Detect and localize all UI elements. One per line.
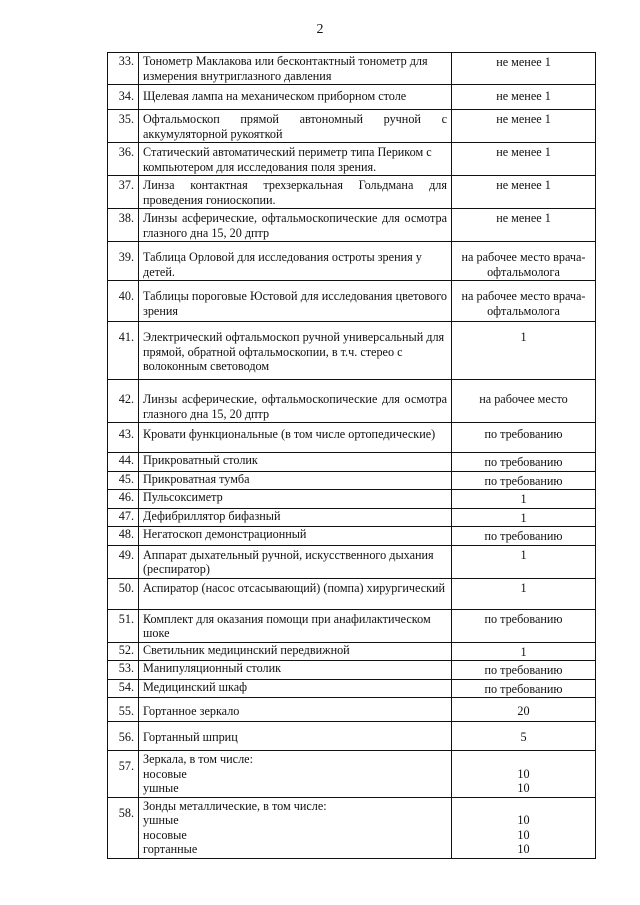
- table-row-38: [108, 209, 596, 242]
- row-name: Линзы асферические, офтальмоскопические для осмотра глазного дна 15, 20 дптр: [139, 209, 452, 242]
- row-quantity: по требованию: [452, 453, 596, 472]
- row-quantity: на рабочее место врача-офтальмолога: [452, 242, 596, 281]
- row-quantity: по требованию: [452, 471, 596, 490]
- table-row-54: [108, 679, 596, 698]
- row-number: 44.: [108, 453, 139, 472]
- row-name: Аспиратор (насос отсасывающий) (помпа) хирургический: [139, 578, 452, 609]
- row-quantity: на рабочее место: [452, 380, 596, 423]
- row-quantity: 1: [452, 490, 596, 509]
- table-row-49: [108, 545, 596, 578]
- row-name: Тонометр Маклакова или бесконтактный тонометр для измерения внутриглазного давления: [139, 53, 452, 85]
- row-quantity: 1: [452, 508, 596, 527]
- equipment-table: [107, 52, 596, 859]
- row-quantity: 1: [452, 545, 596, 578]
- row-name: Кровати функциональные (в том числе ортопедические): [139, 423, 452, 453]
- table-row-35: [108, 110, 596, 143]
- row-number: 50.: [108, 578, 139, 609]
- row-name: Прикроватная тумба: [139, 471, 452, 490]
- table-row-37: [108, 176, 596, 209]
- sub-item-quantity: 10: [517, 842, 530, 856]
- row-number: 55.: [108, 698, 139, 722]
- table-row-34: [108, 85, 596, 110]
- sub-item-name: носовые: [143, 766, 187, 781]
- row-name: Медицинский шкаф: [139, 679, 452, 698]
- row-number: 54.: [108, 679, 139, 698]
- table-row-46: [108, 490, 596, 509]
- row-name: Прикроватный столик: [139, 453, 452, 472]
- equipment-table-body: [108, 53, 596, 859]
- row-number: 43.: [108, 423, 139, 453]
- row-number: 56.: [108, 722, 139, 751]
- row-number: 46.: [108, 490, 139, 509]
- row-name: Пульсоксиметр: [139, 490, 452, 509]
- row-quantity: по требованию: [452, 609, 596, 642]
- row-quantity: 5: [452, 722, 596, 751]
- row-title: Зонды металлические, в том числе:: [143, 798, 327, 813]
- row-quantity: 1: [452, 642, 596, 661]
- row-title: Зеркала, в том числе:: [143, 752, 253, 766]
- row-quantity: 20: [452, 698, 596, 722]
- row-number: 53.: [108, 661, 139, 680]
- row-quantity: [452, 751, 596, 798]
- row-name: Манипуляционный столик: [139, 661, 452, 680]
- row-number: 42.: [108, 380, 139, 423]
- row-quantity: не менее 1: [452, 209, 596, 242]
- sub-item-name: носовые: [143, 827, 187, 842]
- row-number: 57.: [108, 751, 139, 798]
- row-quantity: по требованию: [452, 527, 596, 546]
- table-row-50: [108, 578, 596, 609]
- table-row-40: [108, 281, 596, 322]
- row-number: 36.: [108, 143, 139, 176]
- table-row-45: [108, 471, 596, 490]
- row-quantity: по требованию: [452, 679, 596, 698]
- table-row-42: [108, 380, 596, 423]
- sub-item-name: ушные: [143, 813, 179, 827]
- sub-item-quantity: 10: [517, 827, 530, 842]
- table-row-57: [108, 751, 596, 798]
- row-name: [139, 751, 452, 798]
- row-name: Статический автоматический периметр типа Периком с компьютером для исследования поля зрения.: [139, 143, 452, 176]
- row-name: Таблица Орловой для исследования остроты зрения у детей.: [139, 242, 452, 281]
- table-row-52: [108, 642, 596, 661]
- table-row-36: [108, 143, 596, 176]
- row-number: 37.: [108, 176, 139, 209]
- row-name: Дефибриллятор бифазный: [139, 508, 452, 527]
- row-quantity: по требованию: [452, 423, 596, 453]
- table-row-55: [108, 698, 596, 722]
- row-number: 33.: [108, 53, 139, 85]
- sub-item-name: ушные: [143, 781, 179, 795]
- row-name: Негатоскоп демонстрационный: [139, 527, 452, 546]
- sub-item-quantity: 10: [517, 766, 530, 781]
- row-quantity: не менее 1: [452, 143, 596, 176]
- row-quantity: 1: [452, 322, 596, 380]
- table-row-44: [108, 453, 596, 472]
- row-name: Линзы асферические, офтальмоскопические для осмотра глазного дна 15, 20 дптр: [139, 380, 452, 423]
- table-row-56: [108, 722, 596, 751]
- row-quantity: [452, 797, 596, 858]
- row-name: Комплект для оказания помощи при анафилактическом шоке: [139, 609, 452, 642]
- table-row-58: [108, 797, 596, 858]
- row-number: 47.: [108, 508, 139, 527]
- row-number: 58.: [108, 797, 139, 858]
- row-number: 34.: [108, 85, 139, 110]
- row-number: 35.: [108, 110, 139, 143]
- sub-item-quantity: 10: [517, 781, 530, 795]
- row-name: Гортанный шприц: [139, 722, 452, 751]
- row-name: Светильник медицинский передвижной: [139, 642, 452, 661]
- row-number: 39.: [108, 242, 139, 281]
- row-quantity: не менее 1: [452, 176, 596, 209]
- row-name: Линза контактная трехзеркальная Гольдмана для проведения гониоскопии.: [139, 176, 452, 209]
- table-row-47: [108, 508, 596, 527]
- table-row-53: [108, 661, 596, 680]
- row-number: 41.: [108, 322, 139, 380]
- row-name: Щелевая лампа на механическом приборном столе: [139, 85, 452, 110]
- table-row-33: [108, 53, 596, 85]
- page-number: 2: [316, 22, 324, 37]
- row-quantity: не менее 1: [452, 53, 596, 85]
- row-number: 48.: [108, 527, 139, 546]
- row-name: Гортанное зеркало: [139, 698, 452, 722]
- table-row-51: [108, 609, 596, 642]
- row-quantity: 1: [452, 578, 596, 609]
- table-row-41: [108, 322, 596, 380]
- row-number: 38.: [108, 209, 139, 242]
- row-quantity: не менее 1: [452, 85, 596, 110]
- row-number: 49.: [108, 545, 139, 578]
- row-name: Аппарат дыхательный ручной, искусственного дыхания (респиратор): [139, 545, 452, 578]
- row-name: Таблицы пороговые Юстовой для исследования цветового зрения: [139, 281, 452, 322]
- row-name: Электрический офтальмоскоп ручной универсальный для прямой, обратной офтальмоскопии, в т.ч. стерео с волоконным световодом: [139, 322, 452, 380]
- row-number: 40.: [108, 281, 139, 322]
- row-quantity: по требованию: [452, 661, 596, 680]
- row-quantity: на рабочее место врача-офтальмолога: [452, 281, 596, 322]
- table-row-39: [108, 242, 596, 281]
- table-row-48: [108, 527, 596, 546]
- table-row-43: [108, 423, 596, 453]
- row-number: 45.: [108, 471, 139, 490]
- row-quantity: не менее 1: [452, 110, 596, 143]
- row-name: [139, 797, 452, 858]
- row-name: Офтальмоскоп прямой автономный ручной с аккумуляторной рукояткой: [139, 110, 452, 143]
- sub-item-quantity: 10: [517, 813, 530, 827]
- row-number: 52.: [108, 642, 139, 661]
- row-number: 51.: [108, 609, 139, 642]
- sub-item-name: гортанные: [143, 842, 198, 856]
